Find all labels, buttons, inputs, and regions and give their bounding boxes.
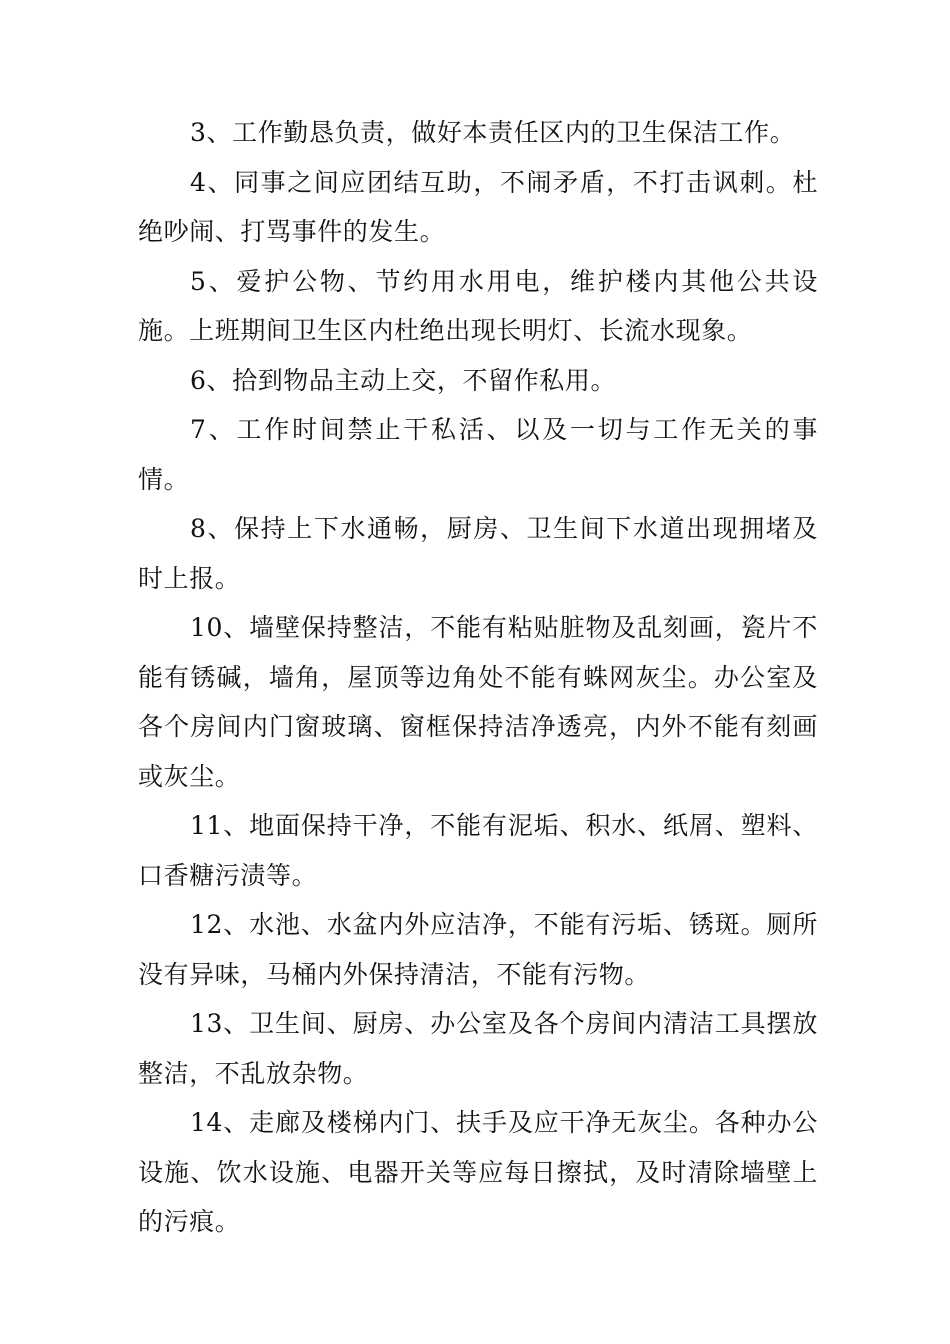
paragraph-rule-5: 5、爱护公物、节约用水用电，维护楼内其他公共设施。上班期间卫生区内杜绝出现长明灯、长流水现象。 [138, 266, 818, 345]
paragraph-rule-12: 12、水池、水盆内外应洁净，不能有污垢、锈斑。厕所没有异味，马桶内外保持清洁，不能有污物。 [138, 910, 818, 989]
paragraph-rule-4: 4、同事之间应团结互助，不闹矛盾，不打击讽刺。杜绝吵闹、打骂事件的发生。 [138, 167, 818, 246]
document-body [138, 108, 818, 1247]
paragraph-rule-11: 11、地面保持干净，不能有泥垢、积水、纸屑、塑料、口香糖污渍等。 [138, 811, 818, 890]
paragraph-rule-3: 3、工作勤恳负责，做好本责任区内的卫生保洁工作。 [190, 118, 796, 147]
paragraph-rule-13: 13、卫生间、厨房、办公室及各个房间内清洁工具摆放整洁，不乱放杂物。 [138, 1009, 818, 1088]
paragraph-rule-8: 8、保持上下水通畅，厨房、卫生间下水道出现拥堵及时上报。 [138, 514, 818, 593]
paragraph-rule-10: 10、墙壁保持整洁，不能有粘贴脏物及乱刻画，瓷片不能有锈碱，墙角，屋顶等边角处不能有蛛网灰尘。办公室及各个房间内门窗玻璃、窗框保持洁净透亮，内外不能有刻画或灰尘。 [138, 613, 818, 791]
paragraph-rule-6: 6、拾到物品主动上交，不留作私用。 [190, 365, 617, 395]
paragraph-rule-7: 7、工作时间禁止干私活、以及一切与工作无关的事情。 [138, 415, 818, 494]
paragraph-rule-14: 14、走廊及楼梯内门、扶手及应干净无灰尘。各种办公设施、饮水设施、电器开关等应每日擦拭，及时清除墙壁上的污痕。 [138, 1108, 818, 1236]
